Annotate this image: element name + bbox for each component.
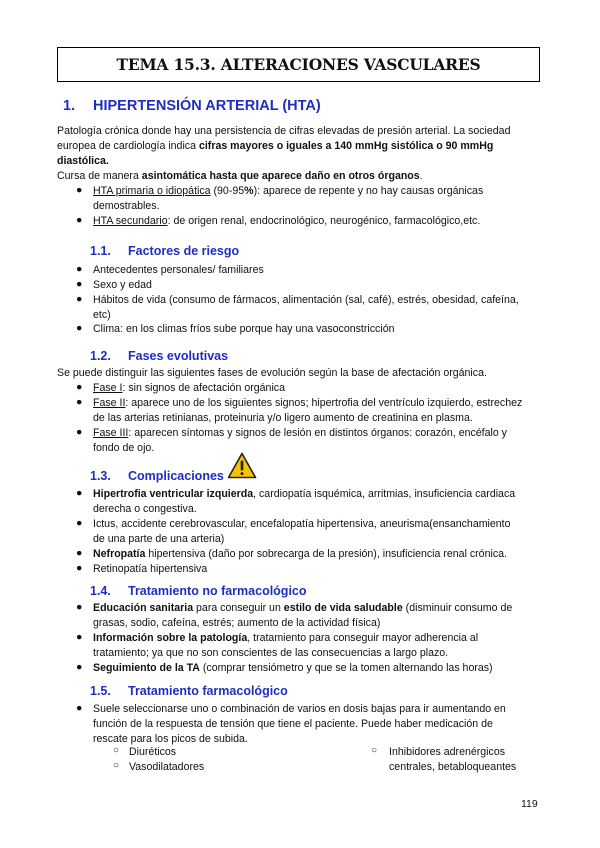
- bullet-icon: ●: [76, 601, 83, 613]
- bullet-icon: ●: [76, 381, 83, 393]
- warning-icon: [227, 452, 257, 479]
- bullet-icon: ●: [76, 487, 83, 499]
- bullet-icon: ●: [76, 661, 83, 673]
- list-item: Nefropatía hipertensiva (daño por sobrecarga de la presión), insuficiencia renal crónica.: [93, 548, 507, 560]
- list-item-cont: demostrables.: [93, 200, 160, 212]
- bullet-icon: ●: [76, 562, 83, 574]
- section-heading-farmacologico: 1.5. Tratamiento farmacológico: [90, 684, 288, 698]
- section-heading-fases: 1.2. Fases evolutivas: [90, 349, 229, 363]
- circle-bullet-icon: ○: [371, 745, 378, 756]
- list-item: Fase III: aparecen síntomas y signos de lesión en distintos órganos: corazón, encéfalo y: [93, 427, 507, 439]
- fases-intro: Se puede distinguir las siguientes fases de evolución según la base de afectación orgánica.: [57, 367, 487, 379]
- hta-intro-line: europea de cardiología indica cifras mayores o iguales a 140 mmHg sistólica o 90 mmHg: [57, 140, 494, 152]
- bullet-icon: ●: [76, 517, 83, 529]
- title-box: [57, 47, 540, 82]
- hta-intro-line: diastólica.: [57, 155, 109, 167]
- list-item: Suele seleccionarse uno o combinación de varios en dosis bajas para ir aumentando en: [93, 703, 506, 715]
- list-item-cont: de las arterias retinianas, proteinuria y/o ligero aumento de creatinina en plasma.: [93, 412, 473, 424]
- circle-bullet-icon: ○: [113, 760, 120, 771]
- bullet-icon: ●: [76, 631, 83, 643]
- hta-intro-line: Cursa de manera asintomática hasta que aparece daño en otros órganos.: [57, 170, 423, 182]
- page-title: TEMA 15.3. ALTERACIONES VASCULARES: [116, 55, 481, 74]
- bullet-icon: ●: [76, 322, 83, 334]
- list-item-cont: etc): [93, 309, 111, 321]
- list-item: HTA primaria o idiopática (90-95%): aparece de repente y no hay causas orgánicas: [93, 185, 484, 197]
- list-item: HTA secundario: de origen renal, endocrinológico, neurogénico, farmacológico,etc.: [93, 215, 481, 227]
- list-item-cont: función de la respuesta de tensión que tiene el paciente. Puede haber medicación de: [93, 718, 493, 730]
- bullet-icon: ●: [76, 396, 83, 408]
- sub-list-item: Vasodilatadores: [129, 761, 205, 773]
- list-item: Clima: en los climas fríos sube porque hay una vasoconstricción: [93, 323, 395, 335]
- list-item: Seguimiento de la TA (comprar tensiómetro y que se la tomen alternando las horas): [93, 662, 493, 674]
- section-heading-no-farmacologico: 1.4. Tratamiento no farmacológico: [90, 584, 307, 598]
- bullet-icon: ●: [76, 214, 83, 226]
- list-item: Sexo y edad: [93, 279, 152, 291]
- bullet-icon: ●: [76, 702, 83, 714]
- list-item: Información sobre la patología, tratamiento para conseguir mayor adherencia al: [93, 632, 479, 644]
- list-item-cont: tratamiento; ya que no son conscientes de las consecuencias a largo plazo.: [93, 647, 449, 659]
- list-item-cont: derecha o congestiva.: [93, 503, 197, 515]
- section-heading-hta: 1. HIPERTENSIÓN ARTERIAL (HTA): [63, 98, 321, 114]
- page-number: 119: [521, 798, 538, 810]
- list-item-cont: rescate para los picos de subida.: [93, 733, 248, 745]
- list-item: Ictus, accidente cerebrovascular, encefalopatía hipertensiva, aneurisma(ensanchamiento: [93, 518, 511, 530]
- list-item: Hipertrofia ventricular izquierda, cardiopatía isquémica, arritmias, insuficiencia cardiaca: [93, 488, 516, 500]
- list-item: Antecedentes personales/ familiares: [93, 264, 264, 276]
- list-item-cont: grasas, sodio, cafeína, estrés; aumento de la actividad física): [93, 617, 381, 629]
- section-heading-complicaciones: 1.3. Complicaciones: [90, 469, 224, 483]
- section-heading-factores: 1.1. Factores de riesgo: [90, 244, 240, 258]
- sub-list-item: Inhibidores adrenérgicos: [389, 746, 506, 758]
- list-item: Fase II: aparece uno de los siguientes signos; hipertrofia del ventrículo izquierdo, estrechez: [93, 397, 523, 409]
- list-item: Retinopatía hipertensiva: [93, 563, 208, 575]
- bullet-icon: ●: [76, 184, 83, 196]
- list-item: Educación sanitaria para conseguir un estilo de vida saludable (disminuir consumo de: [93, 602, 513, 614]
- circle-bullet-icon: ○: [113, 745, 120, 756]
- list-item: Hábitos de vida (consumo de fármacos, alimentación (sal, café), estrés, obesidad, cafeína,: [93, 294, 519, 306]
- bullet-icon: ●: [76, 278, 83, 290]
- bullet-icon: ●: [76, 263, 83, 275]
- hta-intro-line: Patología crónica donde hay una persistencia de cifras elevadas de presión arterial. La sociedad: [57, 125, 511, 137]
- list-item: Fase I: sin signos de afectación orgánica: [93, 382, 285, 394]
- list-item-cont: fondo de ojo.: [93, 442, 155, 454]
- sub-list-item: Diuréticos: [129, 746, 177, 758]
- list-item-cont: de una parte de una arteria): [93, 533, 225, 545]
- bullet-icon: ●: [76, 426, 83, 438]
- sub-list-item-cont: centrales, betabloqueantes: [389, 761, 517, 773]
- bullet-icon: ●: [76, 547, 83, 559]
- bullet-icon: ●: [76, 293, 83, 305]
